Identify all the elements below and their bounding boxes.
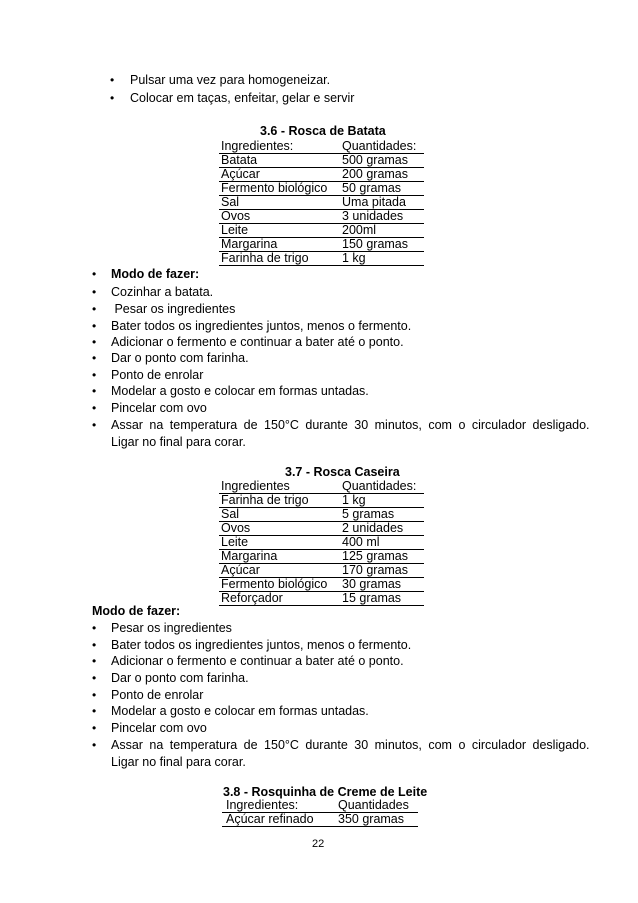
table-row: Ovos 2 unidades	[219, 522, 424, 536]
bullet-icon: •	[92, 654, 97, 668]
bullet-icon: •	[92, 621, 97, 635]
recipe-title: 3.7 - Rosca Caseira	[285, 465, 400, 479]
bullet-icon: •	[92, 302, 97, 316]
bullet-icon: •	[92, 351, 97, 365]
step-text: Assar na temperatura de 150°C durante 30 minutos, com o circulador desligado.	[111, 738, 590, 752]
bullet-icon: •	[92, 285, 97, 299]
table-row: Farinha de trigo 1 kg	[219, 494, 424, 508]
table-header-cell: Ingredientes:	[222, 799, 332, 813]
table-row: Leite 200ml	[219, 224, 424, 238]
table-row: Farinha de trigo 1 kg	[219, 252, 424, 266]
recipe-title: 3.6 - Rosca de Batata	[260, 124, 386, 138]
bullet-icon: •	[92, 335, 97, 349]
table-row: Margarina 125 gramas	[219, 550, 424, 564]
table-row: Açúcar 170 gramas	[219, 564, 424, 578]
table-row: Sal Uma pitada	[219, 196, 424, 210]
bullet-icon: •	[92, 368, 97, 382]
bullet-icon: •	[92, 418, 97, 432]
table-row: Leite 400 ml	[219, 536, 424, 550]
table-row: Ovos 3 unidades	[219, 210, 424, 224]
table-header-cell: Ingredientes:	[219, 140, 336, 154]
table-header-cell: Quantidades:	[336, 140, 424, 154]
step-text: Ligar no final para corar.	[111, 435, 246, 449]
table-header-row	[222, 799, 418, 813]
bullet-icon: •	[92, 688, 97, 702]
method-label: Modo de fazer:	[111, 267, 200, 281]
bullet-icon: •	[92, 704, 97, 718]
table-header-row	[219, 140, 424, 154]
table-row: Reforçador 15 gramas	[219, 592, 424, 606]
table-row: Batata 500 gramas	[219, 154, 424, 168]
table-row: Açúcar 200 gramas	[219, 168, 424, 182]
ingredients-table	[222, 799, 418, 827]
bullet-icon: •	[92, 319, 97, 333]
bullet-icon: •	[92, 671, 97, 685]
bullet-icon: •	[110, 73, 115, 87]
table-header-row	[219, 480, 424, 494]
step-text: Ligar no final para corar.	[111, 755, 246, 769]
table-header-cell: Quantidades:	[336, 480, 424, 494]
table-header-cell: Quantidades	[332, 799, 418, 813]
bullet-icon: •	[92, 721, 97, 735]
table-row: Fermento biológico 50 gramas	[219, 182, 424, 196]
table-row: Açúcar refinado 350 gramas	[222, 813, 418, 827]
page-number: 22	[312, 838, 325, 850]
table-header-cell: Ingredientes	[219, 480, 336, 494]
table-row: Sal 5 gramas	[219, 508, 424, 522]
ingredients-table	[219, 140, 424, 266]
table-row: Fermento biológico 30 gramas	[219, 578, 424, 592]
bullet-icon: •	[92, 267, 97, 281]
ingredients-table	[219, 480, 424, 606]
bullet-icon: •	[92, 384, 97, 398]
method-label: Modo de fazer:	[92, 604, 181, 618]
bullet-icon: •	[92, 638, 97, 652]
bullet-icon: •	[110, 91, 115, 105]
bullet-icon: •	[92, 738, 97, 752]
bullet-icon: •	[92, 401, 97, 415]
step-text: Assar na temperatura de 150°C durante 30 minutos, com o circulador desligado.	[111, 418, 590, 432]
recipe-title: 3.8 - Rosquinha de Creme de Leite	[223, 785, 428, 799]
table-row: Margarina 150 gramas	[219, 238, 424, 252]
